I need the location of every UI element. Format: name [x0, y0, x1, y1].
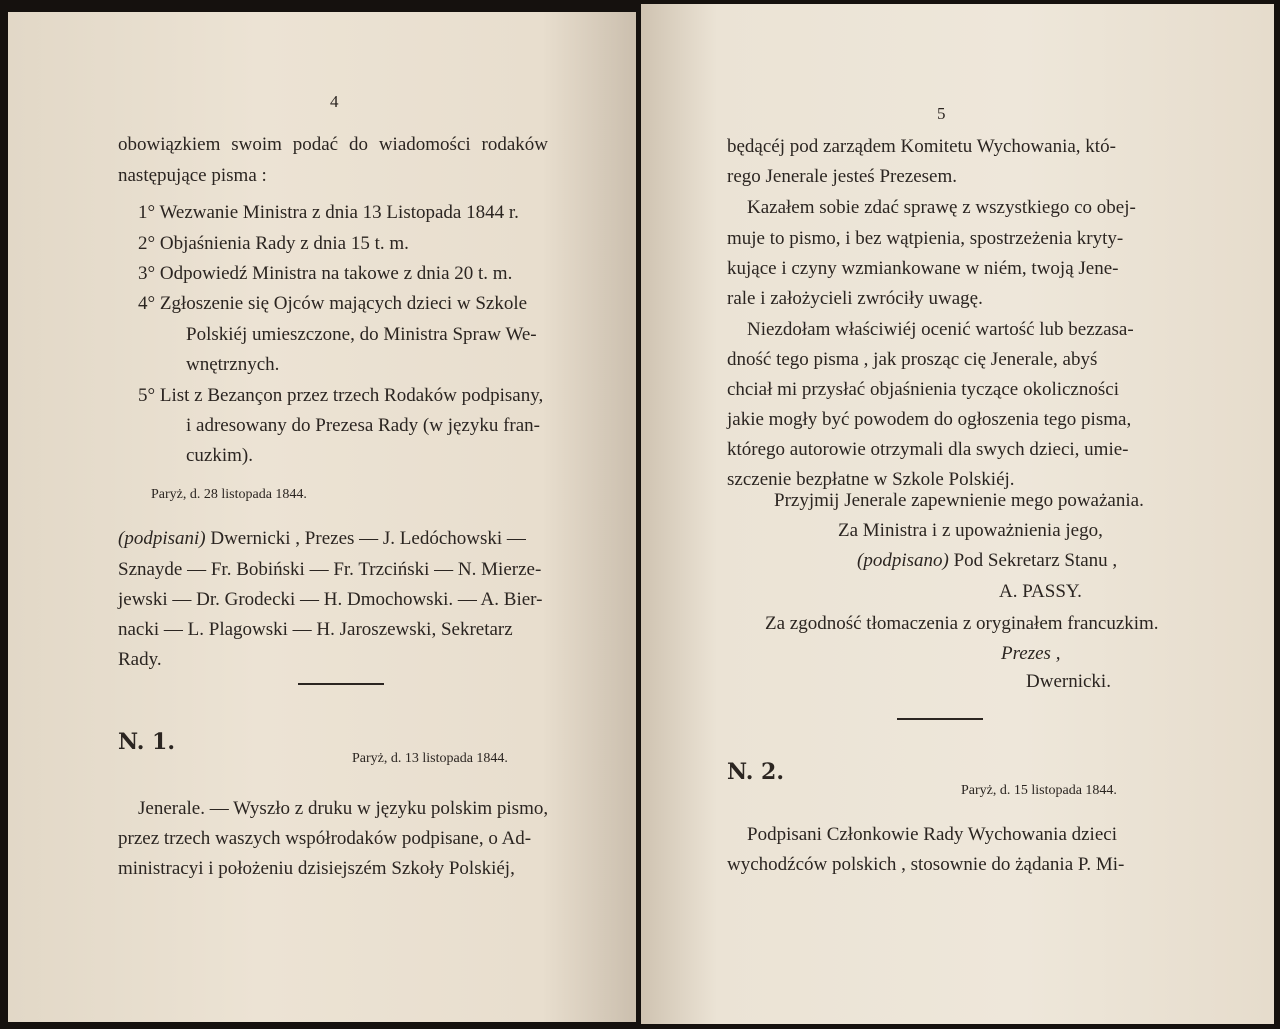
dwernicki-signature: Dwernicki. — [1026, 671, 1111, 692]
signed-prefix: (podpisano) — [857, 550, 949, 571]
text-line: rale i założycieli zwróciły uwagę. — [727, 288, 983, 309]
text-line: muje to pismo, i bez wątpienia, spostrzeżenia kryty- — [727, 228, 1124, 249]
list-item-continuation: Polskiéj umieszczone, do Ministra Spraw We- — [186, 324, 537, 345]
page-number: 4 — [330, 92, 339, 111]
list-item: 2° Objaśnienia Rady z dnia 15 t. m. — [138, 233, 409, 254]
text-line: kujące i czyny wzmiankowane w niém, twoją Jene- — [727, 258, 1119, 279]
signed-title: Pod Sekretarz Stanu , — [953, 550, 1118, 571]
section-divider — [298, 683, 384, 685]
page-number: 5 — [937, 104, 946, 123]
text-line: rego Jenerale jesteś Prezesem. — [727, 166, 958, 187]
list-item: 3° Odpowiedź Ministra na takowe z dnia 20 t. m. — [138, 263, 513, 284]
list-item: 4° Zgłoszenie się Ojców mających dzieci w Szkole — [138, 293, 528, 314]
text-line: będącéj pod zarządem Komitetu Wychowania, któ- — [727, 136, 1116, 157]
text-line: Jenerale. — Wyszło z druku w języku polskim pismo, — [138, 798, 549, 819]
text-line: przez trzech waszych współrodaków podpisane, o Ad- — [118, 828, 532, 849]
text-line: Podpisani Członkowie Rady Wychowania dzieci — [747, 824, 1117, 845]
signatories-line: Sznayde — Fr. Bobiński — Fr. Trzciński — N. Mierze- — [118, 559, 542, 580]
section-divider — [897, 718, 983, 720]
section-heading: N. 2. — [727, 759, 784, 785]
text-line: szczenie bezpłatne w Szkole Polskiéj. — [727, 469, 1015, 490]
signatories-line: jewski — Dr. Grodecki — H. Dmochowski. — A. Bier- — [118, 589, 543, 610]
right-page — [641, 4, 1274, 1024]
prezes-label: Prezes , — [1001, 643, 1061, 664]
text-line: wychodźców polskich , stosownie do żądania P. Mi- — [727, 854, 1125, 875]
date-line: Paryż, d. 28 listopada 1844. — [151, 487, 307, 502]
signer-name: A. PASSY. — [999, 581, 1082, 602]
signatories-line: Rady. — [118, 649, 162, 670]
section-date: Paryż, d. 15 listopada 1844. — [961, 783, 1117, 798]
signatories-names: Dwernicki , Prezes — J. Ledóchowski — — [210, 528, 526, 549]
signed-line — [857, 549, 1117, 573]
list-item-continuation: i adresowany do Prezesa Rady (w języku fran- — [186, 415, 541, 436]
text-line: Niezdołam właściwiéj ocenić wartość lub bezzasa- — [747, 319, 1134, 340]
closing-line: Przyjmij Jenerale zapewnienie mego poważania. — [774, 490, 1144, 511]
signatories-line: nacki — L. Plagowski — H. Jaroszewski, Sekretarz — [118, 619, 513, 640]
text-line: którego autorowie otrzymali dla swych dzieci, umie- — [727, 439, 1129, 460]
left-page — [8, 12, 636, 1022]
signatories-line — [118, 527, 526, 551]
section-date: Paryż, d. 13 listopada 1844. — [352, 751, 508, 766]
list-item: 1° Wezwanie Ministra z dnia 13 Listopada 1844 r. — [138, 202, 519, 223]
certification-line: Za zgodność tłomaczenia z oryginałem francuzkim. — [765, 613, 1159, 634]
text-line: jakie mogły być powodem do ogłoszenia tego pisma, — [727, 409, 1132, 430]
section-heading: N. 1. — [118, 729, 175, 755]
text-line: następujące pisma : — [118, 165, 267, 186]
closing-line: Za Ministra i z upoważnienia jego, — [838, 520, 1103, 541]
text-line: ministracyi i położeniu dzisiejszém Szkoły Polskiéj, — [118, 858, 515, 879]
text-line: obowiązkiem swoim podać do wiadomości rodaków — [118, 134, 548, 155]
text-line: dność tego pisma , jak prosząc cię Jenerale, abyś — [727, 349, 1098, 370]
text-line: Kazałem sobie zdać sprawę z wszystkiego co obej- — [747, 197, 1136, 218]
list-item: 5° List z Bezançon przez trzech Rodaków podpisany, — [138, 385, 544, 406]
text-line: chciał mi przysłać objaśnienia tyczące okoliczności — [727, 379, 1119, 400]
list-item-continuation: wnętrznych. — [186, 354, 280, 375]
signatories-prefix: (podpisani) — [118, 528, 206, 549]
list-item-continuation: cuzkim). — [186, 445, 254, 466]
